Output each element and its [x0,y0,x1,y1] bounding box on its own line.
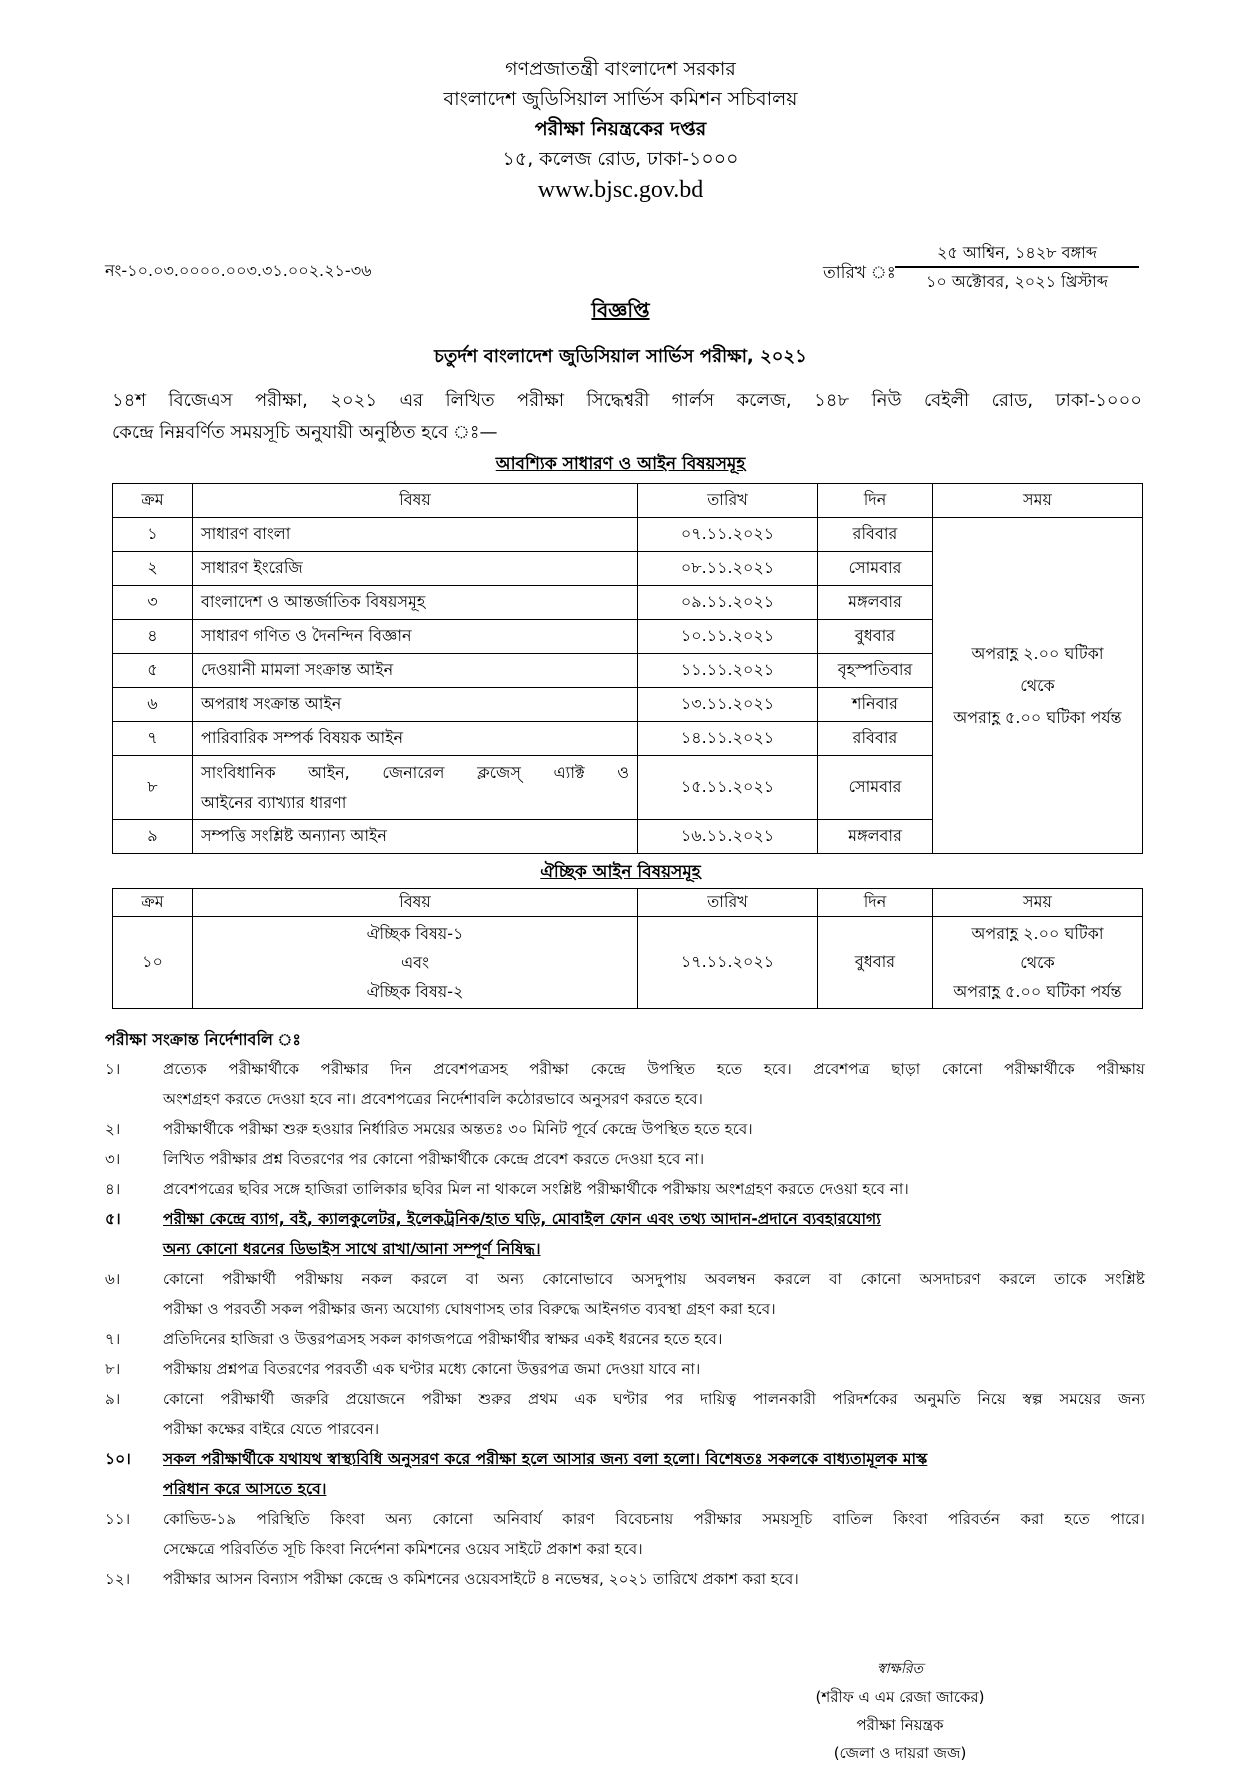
list-item: ৫। পরীক্ষা কেন্দ্রে ব্যাগ, বই, ক্যালকুলেটর, ইলেকট্রনিক/হাত ঘড়ি, মোবাইল ফোন এবং তথ্য আদান-প্রদানে ব্যবহারযোগ্য অন্য কোনো ধরনের ডিভাইস সাথে রাখা/আনা সম্পূর্ণ নিষিদ্ধ। [105,1210,881,1258]
table-row: ২ সাধারণ ইংরেজি ০৮.১১.২০২১ সোমবার [113,552,1143,586]
letterhead [0,54,1241,206]
compulsory-section-title: আবশ্যিক সাধারণ ও আইন বিষয়সমূহ [495,454,746,474]
list-item: ৮। পরীক্ষায় প্রশ্নপত্র বিতরণের পরবর্তী এক ঘণ্টার মধ্যে কোনো উত্তরপত্র জমা দেওয়া যাবে না। [105,1360,701,1378]
website: www.bjsc.gov.bd [537,177,704,203]
notice-title: বিজ্ঞপ্তি [591,298,650,322]
govt-name: গণপ্রজাতন্ত্রী বাংলাদেশ সরকার [505,58,736,80]
table-row: ৮ সাংবিধানিক আইন, জেনারেল ক্লজেস্ এ্যাক্ট ও আইনের ব্যাখ্যার ধারণা ১৫.১১.২০২১ সোমবার [113,756,1143,820]
signatory-rank: (জেলা ও দায়রা জজ) [833,1744,967,1762]
exam-title: চতুর্দশ বাংলাদেশ জুডিসিয়াল সার্ভিস পরীক্ষা, ২০২১ [434,346,807,367]
list-item: ৪। প্রবেশপত্রের ছবির সঙ্গে হাজিরা তালিকার ছবির মিল না থাকলে সংশ্লিষ্ট পরীক্ষার্থীকে পরীক্ষায় অংশগ্রহণ করতে দেওয়া হবে না। [105,1180,909,1198]
list-item: ২। পরীক্ষার্থীকে পরীক্ষা শুরু হওয়ার নির্ধারিত সময়ের অন্ততঃ ৩০ মিনিট পূর্বে কেন্দ্রে উপস্থিত হতে হবে। [105,1120,753,1138]
col-date: তারিখ [638,484,818,518]
intro-line-2: কেন্দ্রে নিম্নবর্ণিত সময়সূচি অনুযায়ী অনুষ্ঠিত হবে ঃ— [112,422,498,443]
list-item: ৩। লিখিত পরীক্ষার প্রশ্ন বিতরণের পর কোনো পরীক্ষার্থীকে কেন্দ্রে প্রবেশ করতে দেওয়া হবে না। [105,1150,705,1168]
memo-number: নং-১০.০৩.০০০০.০০৩.৩১.০০২.২১-৩৬ [105,261,372,280]
date-block [823,240,1143,296]
table-row: ৪ সাধারণ গণিত ও দৈনন্দিন বিজ্ঞান ১০.১১.২০২১ বুধবার [113,620,1143,654]
table-row: ৬ অপরাধ সংক্রান্ত আইন ১৩.১১.২০২১ শনিবার [113,688,1143,722]
list-item: ১০। সকল পরীক্ষার্থীকে যথাযথ স্বাস্থ্যবিধি অনুসরণ করে পরীক্ষা হলে আসার জন্য বলা হলো। বিশেষতঃ সকলকে বাধ্যতামূলক মাস্ক পরিধান করে আসতে হবে। [105,1450,928,1498]
table-row: ৫ দেওয়ানী মামলা সংক্রান্ত আইন ১১.১১.২০২১ বৃহস্পতিবার [113,654,1143,688]
col-time: সময় [933,484,1143,518]
date-label: তারিখ ঃ [823,263,896,283]
date-bangla: ২৫ আশ্বিন, ১৪২৮ বঙ্গাব্দ [895,240,1139,268]
signatory-designation: পরীক্ষা নিয়ন্ত্রক [856,1716,944,1734]
signed-label: স্বাক্ষরিত [876,1661,924,1677]
table-row: ৭ পারিবারিক সম্পর্ক বিষয়ক আইন ১৪.১১.২০২১ রবিবার [113,722,1143,756]
table-row: ১ সাধারণ বাংলা ০৭.১১.২০২১ রবিবার অপরাহ্ণ ২.০০ ঘটিকা থেকে অপরাহ্ণ ৫.০০ ঘটিকা পর্যন্ত [113,518,1143,552]
list-item: ৭। প্রতিদিনের হাজিরা ও উত্তরপত্রসহ সকল কাগজপত্রে পরীক্ষার্থীর স্বাক্ষর একই ধরনের হতে হবে। [105,1330,723,1348]
instructions-title: পরীক্ষা সংক্রান্ত নির্দেশাবলি ঃ [105,1030,301,1049]
time-cell: অপরাহ্ণ ২.০০ ঘটিকা থেকে অপরাহ্ণ ৫.০০ ঘটিকা পর্যন্ত [933,518,1143,854]
intro-paragraph [112,385,1142,449]
list-item: ১১। কোভিড-১৯ পরিস্থিতি কিংবা অন্য কোনো অনিবার্য কারণ বিবেচনায় পরীক্ষার সময়সূচি বাতিল কিংবা পরিবর্তন করা হতে পারে। সেক্ষেত্রে পরিবর্তিত সূচি কিংবা নির্দেশনা কমিশনের ওয়েব সাইটে প্রকাশ করা হবে। [105,1510,1145,1558]
compulsory-schedule-table [112,483,1143,854]
date-english: ১০ অক্টোবর, ২০২১ খ্রিস্টাব্দ [926,272,1108,291]
table-row: ৯ সম্পত্তি সংশ্লিষ্ট অন্যান্য আইন ১৬.১১.২০২১ মঙ্গলবার [113,820,1143,854]
col-subject: বিষয় [193,484,638,518]
optional-schedule-table [112,888,1143,1009]
col-serial: ক্রম [113,484,193,518]
secretariat-name: বাংলাদেশ জুডিসিয়াল সার্ভিস কমিশন সচিবালয় [443,88,798,110]
table-header-row [113,484,1143,518]
col-day: দিন [818,484,933,518]
optional-section-title: ঐচ্ছিক আইন বিষয়সমূহ [540,862,701,882]
list-item: ৬। কোনো পরীক্ষার্থী পরীক্ষায় নকল করলে বা অন্য কোনোভাবে অসদুপায় অবলম্বন করলে বা কোনো অসদাচরণ করলে তাকে সংশ্লিষ্ট পরীক্ষা ও পরবর্তী সকল পরীক্ষার জন্য অযোগ্য ঘোষণাসহ তার বিরুদ্ধে আইনগত ব্যবস্থা গ্রহণ করা হবে। [105,1270,1145,1318]
office-name: পরীক্ষা নিয়ন্ত্রকের দপ্তর [534,118,707,140]
signatory-name: (শরীফ এ এম রেজা জাকের) [815,1688,985,1706]
table-row: ৩ বাংলাদেশ ও আন্তর্জাতিক বিষয়সমূহ ০৯.১১.২০২১ মঙ্গলবার [113,586,1143,620]
list-item: ১। প্রত্যেক পরীক্ষার্থীকে পরীক্ষার দিন প্রবেশপত্রসহ পরীক্ষা কেন্দ্রে উপস্থিত হতে হবে। প্রবেশপত্র ছাড়া কোনো পরীক্ষার্থীকে পরীক্ষায় অংশগ্রহণ করতে দেওয়া হবে না। প্রবেশপত্রের নির্দেশাবলি কঠোরভাবে অনুসরণ করতে হবে। [105,1060,1145,1108]
list-item: ৯। কোনো পরীক্ষার্থী জরুরি প্রয়োজনে পরীক্ষা শুরুর প্রথম এক ঘণ্টার পর দায়িত্ব পালনকারী পরিদর্শকের অনুমতি নিয়ে স্বল্প সময়ের জন্য পরীক্ষা কক্ষের বাইরে যেতে পারবেন। [105,1390,1145,1438]
signature-block [725,1655,1075,1767]
table-header-row: ক্রম বিষয় তারিখ দিন সময় [113,889,1143,917]
table-row: ১০ ঐচ্ছিক বিষয়-১ এবং ঐচ্ছিক বিষয়-২ ১৭.১১.২০২১ বুধবার অপরাহ্ণ ২.০০ ঘটিকা থেকে অপরাহ্ণ ৫.০০ ঘটিকা পর্যন্ত [113,917,1143,1009]
instructions-list [105,1054,1145,1594]
intro-line-1: ১৪শ বিজেএস পরীক্ষা, ২০২১ এর লিখিত পরীক্ষা সিদ্ধেশ্বরী গার্লস কলেজ, ১৪৮ নিউ বেইলী রোড, ঢাকা-১০০০ [112,390,1142,411]
office-address: ১৫, কলেজ রোড, ঢাকা-১০০০ [502,148,739,170]
list-item: ১২। পরীক্ষার আসন বিন্যাস পরীক্ষা কেন্দ্রে ও কমিশনের ওয়েবসাইটে ৪ নভেম্বর, ২০২১ তারিখে প্রকাশ করা হবে। [105,1570,799,1588]
